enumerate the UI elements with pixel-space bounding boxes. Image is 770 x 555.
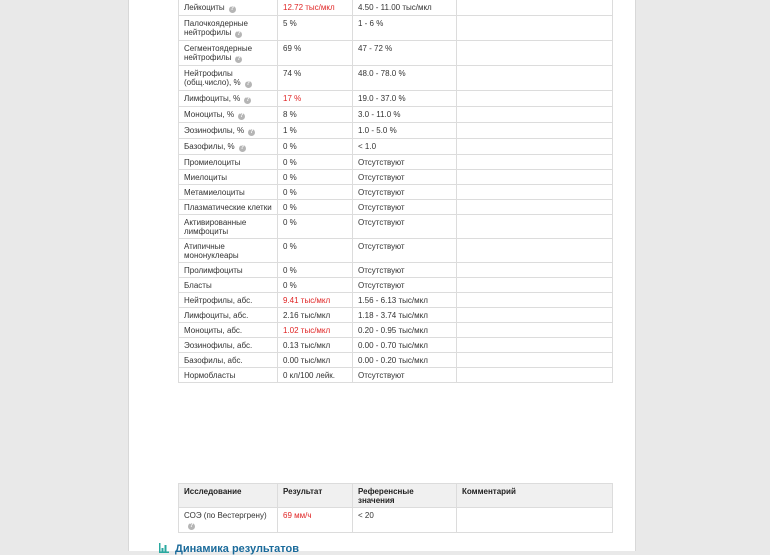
result-value: 69 мм/ч (278, 508, 353, 533)
table-row (179, 338, 613, 353)
comment-cell (457, 215, 613, 239)
test-name-cell (179, 170, 278, 185)
test-name: Эозинофилы, % (184, 126, 245, 135)
table-row (179, 353, 613, 368)
test-name: Промиелоциты (184, 158, 241, 167)
comment-cell (457, 278, 613, 293)
test-name: Нейтрофилы, абс. (184, 296, 253, 305)
column-header-comment: Комментарий (457, 484, 613, 508)
table-row (179, 91, 613, 107)
result-value: 1 % (278, 123, 353, 139)
table-row (179, 155, 613, 170)
test-name-cell (179, 338, 278, 353)
result-value: 0 % (278, 278, 353, 293)
esr-results-table (178, 483, 613, 533)
comment-cell (457, 139, 613, 155)
comment-cell (457, 239, 613, 263)
comment-cell (457, 155, 613, 170)
table-row (179, 215, 613, 239)
test-name-cell (179, 308, 278, 323)
result-value: 0 % (278, 215, 353, 239)
test-name-cell (179, 66, 278, 91)
comment-cell (457, 41, 613, 66)
test-name: Бласты (184, 281, 212, 290)
test-name-cell (179, 353, 278, 368)
table-row (179, 239, 613, 263)
reference-range: 0.00 - 0.70 тыс/мкл (353, 338, 457, 353)
table-row (179, 66, 613, 91)
test-name: Активированные лимфоциты (184, 218, 247, 236)
test-name-cell (179, 16, 278, 41)
reference-range: < 20 (353, 508, 457, 533)
test-name: Базофилы, % (184, 142, 235, 151)
comment-cell (457, 323, 613, 338)
comment-cell (457, 91, 613, 107)
reference-range: Отсутствуют (353, 185, 457, 200)
test-name: Атипичные мононуклеары (184, 242, 239, 260)
test-name: Палочкоядерные нейтрофилы (184, 19, 248, 37)
result-value: 2.16 тыс/мкл (278, 308, 353, 323)
help-question-icon[interactable]: ? (237, 31, 241, 37)
help-question-icon[interactable]: ? (230, 6, 234, 12)
comment-cell (457, 263, 613, 278)
result-value: 0 % (278, 200, 353, 215)
test-name: Моноциты, % (184, 110, 235, 119)
reference-range: < 1.0 (353, 139, 457, 155)
reference-range: Отсутствуют (353, 170, 457, 185)
table-row (179, 293, 613, 308)
result-value: 5 % (278, 16, 353, 41)
table-row (179, 41, 613, 66)
result-value: 0 % (278, 139, 353, 155)
test-name-cell (179, 91, 278, 107)
reference-range: Отсутствуют (353, 278, 457, 293)
column-header-reference: Референсные значения (353, 484, 457, 508)
comment-cell (457, 368, 613, 383)
comment-cell (457, 170, 613, 185)
reference-range: Отсутствуют (353, 200, 457, 215)
results-dynamics-label[interactable]: Динамика результатов (175, 543, 299, 555)
table-row (179, 185, 613, 200)
table-row (179, 16, 613, 41)
table-header-row (179, 484, 613, 508)
help-question-icon[interactable]: ? (240, 145, 244, 151)
table-row (179, 263, 613, 278)
table-row (179, 308, 613, 323)
test-name-cell (179, 185, 278, 200)
help-question-icon[interactable]: ? (245, 97, 250, 103)
table-row (179, 508, 613, 533)
test-name: Сегментоядерные нейтрофилы (184, 44, 253, 62)
result-value: 0 кл/100 лейк. (278, 368, 353, 383)
reference-range: 19.0 - 37.0 % (353, 91, 457, 107)
help-question-icon[interactable]: ? (237, 56, 241, 62)
reference-range: 1.18 - 3.74 тыс/мкл (353, 308, 457, 323)
table-row (179, 123, 613, 139)
reference-range: Отсутствуют (353, 155, 457, 170)
result-value: 0 % (278, 185, 353, 200)
result-value: 12.72 тыс/мкл (278, 0, 353, 16)
reference-range: 0.20 - 0.95 тыс/мкл (353, 323, 457, 338)
reference-range: Отсутствуют (353, 368, 457, 383)
comment-cell (457, 293, 613, 308)
comment-cell (457, 353, 613, 368)
table-row (179, 200, 613, 215)
test-name-cell (179, 200, 278, 215)
test-name: Нормобласты (184, 371, 236, 380)
table-row (179, 107, 613, 123)
test-name: Лимфоциты, абс. (184, 311, 249, 320)
test-name-cell (179, 323, 278, 338)
test-name-cell (179, 278, 278, 293)
result-value: 0 % (278, 263, 353, 278)
table-row (179, 139, 613, 155)
comment-cell (457, 123, 613, 139)
column-header-test: Исследование (179, 484, 278, 508)
help-question-icon[interactable]: ? (189, 523, 194, 529)
results-page (128, 0, 636, 555)
test-name: Моноциты, абс. (184, 326, 243, 335)
comment-cell (457, 338, 613, 353)
reference-range: 4.50 - 11.00 тыс/мкл (353, 0, 457, 16)
test-name: Плазматические клетки (184, 203, 272, 212)
result-value: 17 % (278, 91, 353, 107)
comment-cell (457, 200, 613, 215)
reference-range: 47 - 72 % (353, 41, 457, 66)
reference-range: 1 - 6 % (353, 16, 457, 41)
reference-range: 1.56 - 6.13 тыс/мкл (353, 293, 457, 308)
test-name-cell (179, 239, 278, 263)
test-name: Миелоциты (184, 173, 227, 182)
result-value: 0 % (278, 170, 353, 185)
result-value: 0.00 тыс/мкл (278, 353, 353, 368)
reference-range: Отсутствуют (353, 239, 457, 263)
test-name-cell (179, 293, 278, 308)
test-name: Лейкоциты (184, 3, 225, 12)
result-value: 0.13 тыс/мкл (278, 338, 353, 353)
result-value: 0 % (278, 239, 353, 263)
test-name: Пролимфоциты (184, 266, 243, 275)
blood-results-table (178, 0, 613, 383)
comment-cell (457, 508, 613, 533)
test-name: Метамиелоциты (184, 188, 245, 197)
results-dynamics-link[interactable] (159, 543, 299, 555)
result-value: 0 % (278, 155, 353, 170)
reference-range: 1.0 - 5.0 % (353, 123, 457, 139)
comment-cell (457, 0, 613, 16)
test-name-cell (179, 215, 278, 239)
table-row (179, 0, 613, 16)
result-value: 9.41 тыс/мкл (278, 293, 353, 308)
reference-range: 48.0 - 78.0 % (353, 66, 457, 91)
help-question-icon[interactable]: ? (249, 129, 254, 135)
column-header-result: Результат (278, 484, 353, 508)
result-value: 8 % (278, 107, 353, 123)
test-name-cell (179, 107, 278, 123)
test-name-cell (179, 368, 278, 383)
test-name: Базофилы, абс. (184, 356, 243, 365)
comment-cell (457, 107, 613, 123)
test-name-cell (179, 0, 278, 16)
result-value: 74 % (278, 66, 353, 91)
reference-range: 3.0 - 11.0 % (353, 107, 457, 123)
table-row (179, 170, 613, 185)
test-name: Эозинофилы, абс. (184, 341, 253, 350)
test-name: Лимфоциты, % (184, 94, 241, 103)
reference-range: Отсутствуют (353, 215, 457, 239)
test-name-cell (179, 508, 278, 533)
table-row (179, 278, 613, 293)
comment-cell (457, 185, 613, 200)
test-name-cell (179, 155, 278, 170)
help-question-icon[interactable]: ? (239, 113, 244, 119)
reference-range: 0.00 - 0.20 тыс/мкл (353, 353, 457, 368)
table-row (179, 368, 613, 383)
comment-cell (457, 66, 613, 91)
result-value: 69 % (278, 41, 353, 66)
help-question-icon[interactable]: ? (246, 81, 250, 87)
table-row (179, 323, 613, 338)
bar-chart-icon (159, 543, 169, 553)
test-name-cell (179, 41, 278, 66)
test-name-cell (179, 123, 278, 139)
comment-cell (457, 308, 613, 323)
test-name-cell (179, 263, 278, 278)
reference-range: Отсутствуют (353, 263, 457, 278)
result-value: 1.02 тыс/мкл (278, 323, 353, 338)
test-name: Нейтрофилы (общ.число), % (184, 69, 241, 87)
test-name: СОЭ (по Вестергрену) (184, 511, 267, 520)
test-name-cell (179, 139, 278, 155)
comment-cell (457, 16, 613, 41)
